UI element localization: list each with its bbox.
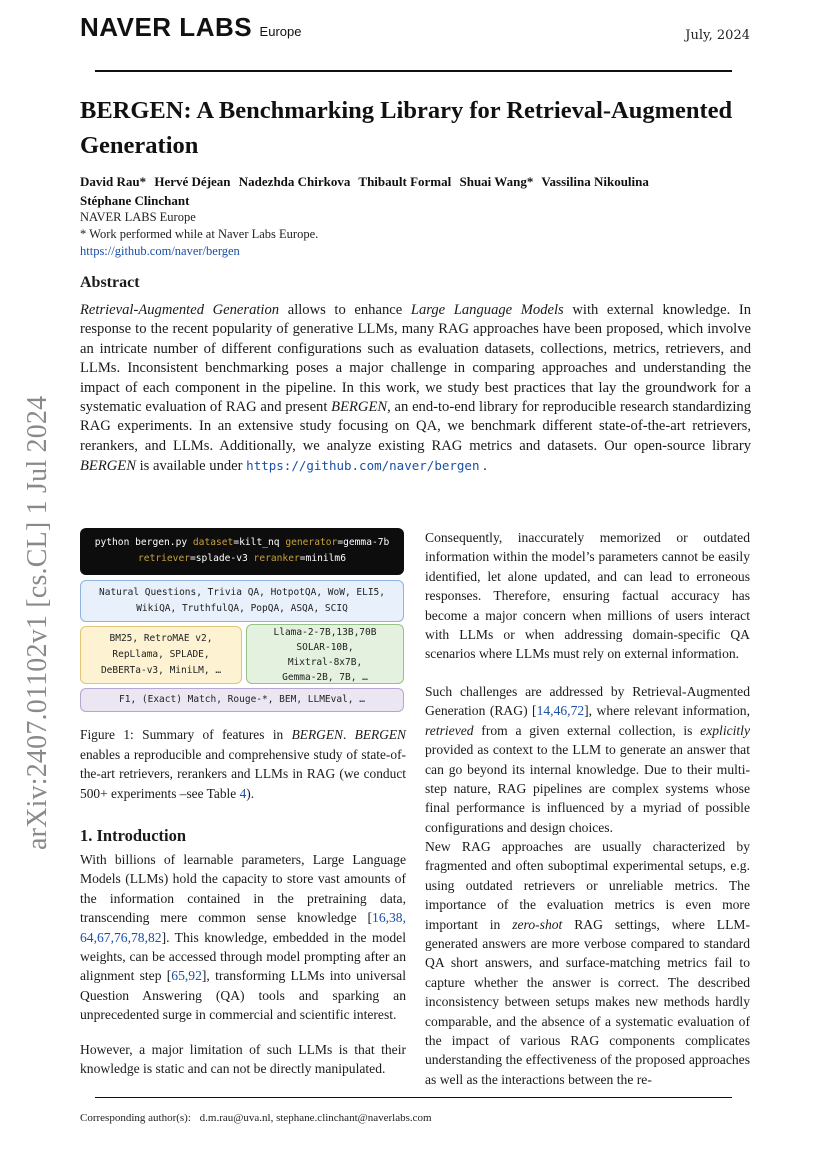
intro-paragraph: Consequently, inaccurately memorized or outdated information within the model’s parameters cannot be easily identified, let alone updated, and can lead to erroneous responses. Therefore, ensuring factual accuracy has become a major concern when millions of users interact with LLMs or when addressing domain-specific QA scenarios where LLMs must rely on external information. — [425, 530, 750, 662]
paper-title: BERGEN: A Benchmarking Library for Retrieval-Augmented Generation — [80, 97, 733, 159]
publication-date: July, 2024 — [685, 28, 750, 43]
citation[interactable]: 16,38, 64,67,76,78,82 — [80, 910, 406, 945]
author: David Rau* — [80, 174, 147, 189]
author: Hervé Déjean — [154, 174, 231, 189]
section-heading: 1. Introduction — [80, 826, 187, 845]
footer-divider — [95, 1097, 732, 1098]
footer-emails[interactable]: d.m.rau@uva.nl, stephane.clinchant@naverlabs.com — [199, 1112, 432, 1124]
author: Vassilina Nikoulina — [541, 174, 649, 189]
metrics-box: F1, (Exact) Match, Rouge-*, BEM, LLMEval, … — [80, 688, 404, 712]
figure-caption: Figure 1: Summary of features in BERGEN. BERGEN enables a reproducible and comprehensive study of state-of-the-art retrievers, rerankers and LLMs in RAG (we conduct 500+ experiments –see Table 4). — [80, 727, 406, 801]
command-line-box: python bergen.py dataset=kilt_nq generator=gemma-7b retriever=splade-v3 reranker=minilm6 — [80, 528, 404, 575]
table-ref[interactable]: 4 — [239, 785, 247, 801]
footer — [80, 1112, 432, 1124]
logo-main-text: NAVER LABS — [80, 12, 253, 42]
author: Stéphane Clinchant — [80, 193, 190, 208]
intro-paragraph: With billions of learnable parameters, Large Language Models (LLMs) hold the capacity to store vast amounts of the information contained in the pretraining data, transcending mere common sense knowledge [16,38, 64,67,76,78,82]. This knowledge, embedded in the model weights, can be accessed through model prompting after an alignment step [65,92], transforming LLMs into universal Question Answering (QA) tools and sparking an unprecedented surge in commercial and scientific interest. — [80, 852, 406, 1023]
intro-paragraph: New RAG approaches are usually characterized by fragmented and often suboptimal experimental setups, e.g. using outdated retrievers or unreliable metrics. The importance of the evaluation metrics is even more important in zero-shot RAG settings, where LLM-generated answers are more verbose compared to standard QA short answers, and surface-matching metrics fail to capture whether the answer is correct. The described inconsistency between setups makes new methods hardly comparable, and the absence of a systematic evaluation of the impact of various RAG components complicates understanding the effectiveness of the proposed approaches as well as the interactions between the re- — [425, 839, 750, 1087]
footer-label: Corresponding author(s): — [80, 1112, 191, 1124]
affiliation: NAVER LABS Europe — [80, 210, 196, 224]
naver-labs-logo — [80, 12, 301, 43]
citation[interactable]: 14,46,72 — [536, 703, 585, 719]
datasets-box: Natural Questions, Trivia QA, HotpotQA, WoW, ELI5, WikiQA, TruthfulQA, PopQA, ASQA, SCIQ — [80, 580, 404, 622]
repo-link[interactable]: https://github.com/naver/bergen — [80, 244, 240, 258]
abstract-heading: Abstract — [80, 274, 140, 291]
abstract-body: Retrieval-Augmented Generation allows to enhance Large Language Models with external knowledge. In response to the recent popularity of generative LLMs, many RAG approaches have been proposed, which involve an intricate number of different configurations such as evaluation datasets, collections, metrics, retrievers, and LLMs. Inconsistent benchmarking poses a major challenge in comparing approaches and understanding the impact of each component in the pipeline. In this work, we study best practices that lay the groundwork for a systematic evaluation of RAG and present BERGEN, an end-to-end library for reproducible research standardizing RAG experiments. In an extensive study focusing on QA, we benchmark different state-of-the-art retrievers, rerankers, and LLMs. Additionally, we analyze existing RAG metrics and datasets. Our open-source library BERGEN is available under https://github.com/naver/bergen . — [80, 302, 751, 475]
author-list — [80, 172, 740, 210]
author: Shuai Wang* — [459, 174, 534, 189]
intro-paragraph: However, a major limitation of such LLMs is that their knowledge is static and can not be directly manipulated. — [80, 1042, 406, 1077]
logo-sub-text: Europe — [259, 24, 302, 39]
citation[interactable]: 65,92 — [171, 968, 202, 984]
retrievers-box: BM25, RetroMAE v2, RepLlama, SPLADE, DeBERTa-v3, MiniLM, … — [80, 626, 242, 684]
header-divider — [95, 70, 732, 72]
arxiv-stamp: arXiv:2407.01102v1 [cs.CL] 1 Jul 2024 — [22, 395, 53, 850]
llms-box: Llama-2-7B,13B,70B SOLAR-10B, Mixtral-8x7B, Gemma-2B, 7B, … — [246, 624, 404, 684]
footnote: * Work performed while at Naver Labs Europe. — [80, 227, 319, 241]
abstract-repo-link[interactable]: https://github.com/naver/bergen — [246, 458, 480, 474]
author: Nadezhda Chirkova — [238, 174, 351, 189]
intro-paragraph: Such challenges are addressed by Retrieval-Augmented Generation (RAG) [14,46,72], where relevant information, retrieved from a given external collection, is explicitly provided as context to the LLM to generate an answer that can go beyond its internal knowledge. Due to their multi-step nature, RAG pipelines are complex systems whose final performance is influenced by a myriad of possible configurations and design choices. — [425, 684, 750, 835]
figure-1 — [80, 528, 404, 705]
author: Thibault Formal — [358, 174, 452, 189]
